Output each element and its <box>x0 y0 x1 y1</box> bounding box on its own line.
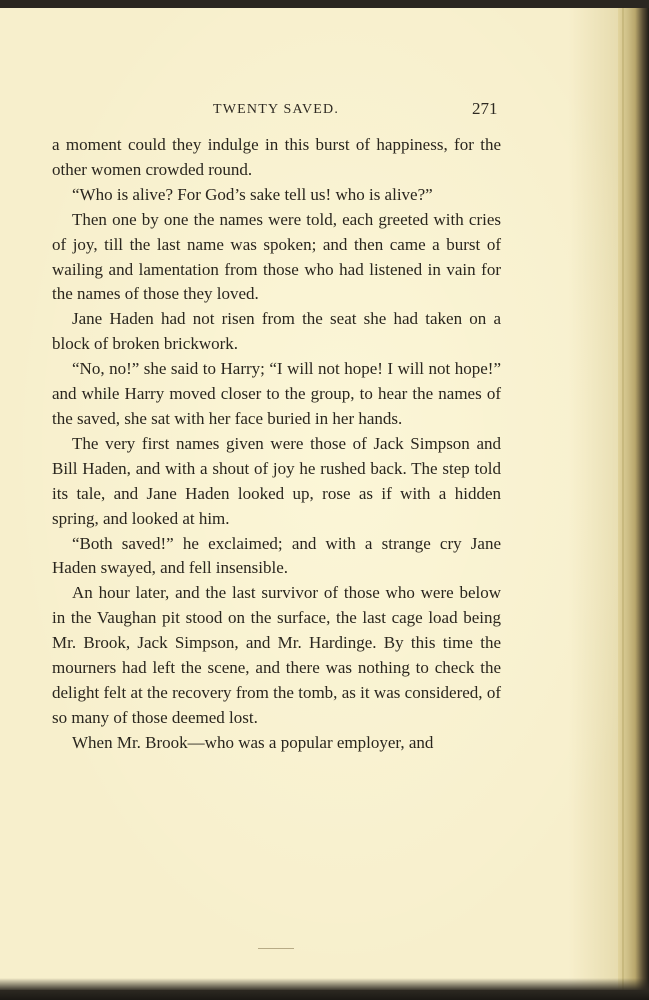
body-text <box>52 133 501 756</box>
paragraph: “Both saved!” he exclaimed; and with a strange cry Jane Haden swayed, and fell insensible. <box>52 533 501 578</box>
page-edge-line <box>622 8 624 990</box>
paragraph: Then one by one the names were told, each greeted with cries of joy, till the last name was spoken; and then came a burst of wailing and lamentation from those who had listened in vain for the names of those they loved. <box>52 209 501 304</box>
page-number: 271 <box>472 99 498 118</box>
footer-rule <box>258 948 294 949</box>
paragraph: When Mr. Brook—who was a popular employer, and <box>72 732 434 752</box>
paragraph: “Who is alive? For God’s sake tell us! who is alive?” <box>72 184 433 204</box>
paragraph: Jane Haden had not risen from the seat she had taken on a block of broken brickwork. <box>52 309 501 354</box>
paragraph: a moment could they indulge in this burst of happiness, for the other women crowded round. <box>52 135 501 179</box>
running-title: TWENTY SAVED. <box>213 102 340 117</box>
bottom-shadow <box>0 978 649 1000</box>
paragraph: An hour later, and the last survivor of those who were below in the Vaughan pit stood on the surface, the last cage load being Mr. Brook, Jack Simpson, and Mr. Hardinge. By this time the mourners had left the scene, and there was nothing to check the delight felt at the recovery from the tomb, as it was considered, of so many of those deemed lost. <box>52 583 501 727</box>
paragraph: “No, no!” she said to Harry; “I will not hope! I will not hope!” and while Harry moved closer to the group, to hear the names of the saved, she sat with her face buried in her hands. <box>52 359 501 428</box>
running-head <box>0 100 618 122</box>
paragraph: The very first names given were those of Jack Simpson and Bill Haden, and with a shout of joy he rushed back. The step told its tale, and Jane Haden looked up, rose as if with a hidden spring, and looked at him. <box>52 433 501 528</box>
